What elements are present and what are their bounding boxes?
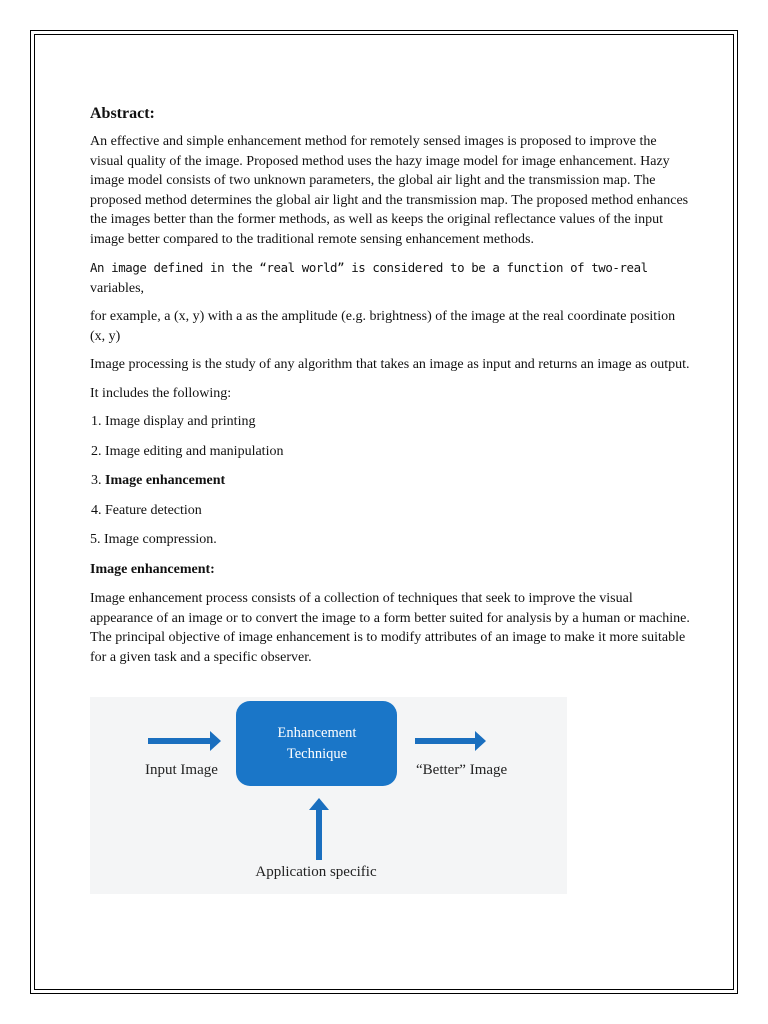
- enhancement-technique-box: [236, 701, 397, 786]
- list-item: [90, 501, 690, 521]
- document-body: [90, 104, 690, 676]
- enhancement-diagram: [90, 697, 567, 894]
- input-image-label: Input Image: [145, 762, 218, 778]
- application-specific-label: Application specific: [255, 864, 377, 880]
- list-number: 2.: [91, 443, 102, 459]
- list-text: Feature detection: [105, 502, 202, 518]
- list-text-bold: Image enhancement: [105, 473, 226, 488]
- output-arrow-icon: [415, 731, 486, 751]
- abstract-paragraph: An effective and simple enhancement method for remotely sensed images is proposed to improve the visual quality of the image. Proposed method uses the hazy image model for image enhancement. Hazy image model consists of two unknown parameters, the global air light and the transmission map. The proposed method determines the global air light and the transmission map. The proposed method enhances the images better than the former methods, as well as keeps the original reflectance values of the input image better compared to the traditional remote sensing enhancement methods.: [90, 134, 689, 247]
- list-item: [90, 530, 690, 550]
- list-text: Image compression.: [104, 532, 217, 547]
- list-number: 5.: [90, 532, 101, 547]
- definition-line: [90, 258, 690, 298]
- list-number: 3.: [91, 473, 102, 488]
- list-number: 4.: [91, 502, 102, 518]
- list-item: [90, 471, 690, 491]
- example-paragraph: for example, a (x, y) with a as the amplitude (e.g. brightness) of the image at the real coordinate position (x, y): [90, 309, 676, 344]
- diagram-svg: [90, 697, 567, 894]
- definition-text-end: variables,: [90, 280, 145, 296]
- input-arrow-icon: [148, 731, 221, 751]
- better-image-label: “Better” Image: [416, 762, 508, 778]
- list-text: Image display and printing: [105, 414, 256, 429]
- list-text: Image editing and manipulation: [105, 443, 284, 459]
- includes-line: It includes the following:: [90, 385, 232, 401]
- list-item: [90, 412, 690, 432]
- box-label-line1: Enhancement: [277, 725, 357, 741]
- processing-paragraph: Image processing is the study of any algorithm that takes an image as input and returns an image as output.: [90, 357, 690, 372]
- enhancement-paragraph: Image enhancement process consists of a collection of techniques that seek to improve the visual appearance of an image or to convert the image to a form better suited for analysis by a human or machine. The principal objective of image enhancement is to modify attributes of an image to make it more suitable for a given task and a specific observer.: [90, 591, 690, 665]
- enhancement-heading: Image enhancement:: [90, 561, 215, 577]
- abstract-heading: Abstract:: [90, 105, 155, 122]
- application-arrow-icon: [309, 798, 329, 860]
- list-number: 1.: [91, 414, 102, 429]
- definition-text: An image defined in the “real world” is considered to be a function of two-real: [90, 260, 648, 275]
- list-item: [90, 442, 690, 462]
- box-label-line2: Technique: [286, 746, 348, 762]
